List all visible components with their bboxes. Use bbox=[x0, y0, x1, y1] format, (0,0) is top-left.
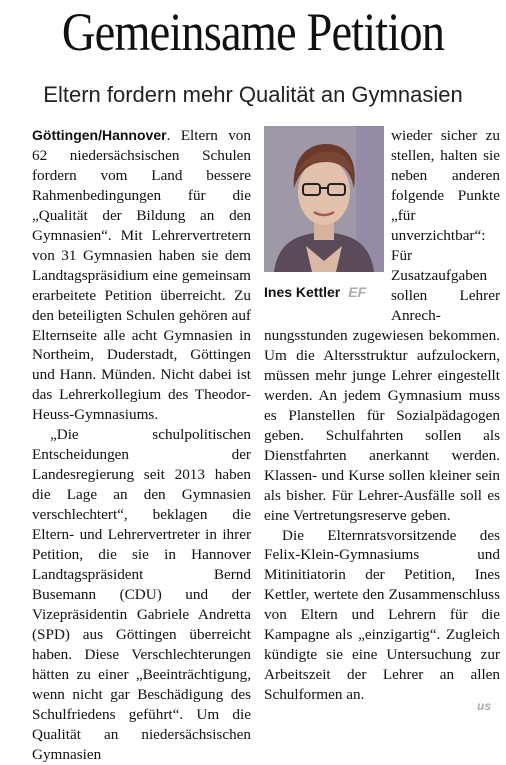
column-right-bottom bbox=[264, 326, 500, 705]
photo-caption bbox=[264, 284, 384, 300]
column-left bbox=[32, 126, 251, 765]
paragraph-4: Die Elternratsvorsitzende des Felix-Klein-Gymnasiums und Mitinitiatorin der Petition, Ines Kettler, wertete den Zusammenschluss von Eltern und Lehrern für die Kampagne als „einzigartig“. Zugleich kündigte sie eine Untersuchung zur Arbeitszeit der Lehrer an allen Schulformen an. bbox=[264, 526, 500, 704]
paragraph-1 bbox=[32, 126, 251, 425]
column-right-top bbox=[391, 126, 500, 326]
paragraph-1-text: . Eltern von 62 niedersächsischen Schulen fordern vom Land bessere Rahmenbedingungen für die „Qualität der Bildung an den Gymnasien“. Mit Lehrervertretern von 31 Gymnasien haben sie dem Landtagspräsidium eine gemeinsam erarbeitete Petition überreicht. Zu den beteiligten Schulen gehören auf Elternseite alle acht Gymnasien in Northeim, Duderstadt, Göttingen und Hann. Münden. Nicht dabei ist das Lehrerkollegium des Theodor-Heuss-Gymnasiums. bbox=[32, 127, 251, 424]
photo-credit: EF bbox=[348, 284, 367, 300]
paragraph-3-start: wieder sicher zu stellen, halten sie neben anderen folgende Punkte „für unverzichtbar“: Für Zusatzaufgaben sollen Lehrer Anrech- bbox=[391, 127, 500, 324]
caption-name: Ines Kettler bbox=[264, 284, 341, 300]
paragraph-2: „Die schulpolitischen Entscheidungen der Landesregierung seit 2013 haben die Lage an den Gymnasien verschlechtert“, beklagen die Eltern- und Lehrervertreter in ihrer Petition, die sie in Hannover Landtagspräsident Bernd Busemann (CDU) und der Vizepräsidentin Gabriele Andretta (SPD) aus Göttingen überreicht haben. Diese Verschlechterungen hätten zu einer „Beeinträchtigung, wenn nicht gar Beschädigung des Schulfriedens geführt“. Um die Qualität an niedersächsischen Gymnasien bbox=[32, 426, 251, 763]
subheadline: Eltern fordern mehr Qualität an Gymnasien bbox=[43, 82, 463, 107]
author-initials: us bbox=[477, 699, 492, 713]
dateline: Göttingen/Hannover bbox=[32, 127, 167, 143]
paragraph-3-continued: nungsstunden zugewiesen bekommen. Um die Altersstruktur aufzulockern, müssen mehr junge Lehrer eingestellt werden. An jedem Gymnasium muss es Planstellen für Sozialpädagogen geben. Schulfahrten sollen als Dienstfahrten anerkannt werden. Klassen- und Kurse sollen kleiner sein als bisher. Für Lehrer-Ausfälle soll es eine Vertretungsreserve geben. bbox=[264, 327, 500, 524]
portrait-image bbox=[264, 126, 384, 272]
portrait-photo bbox=[264, 126, 384, 272]
headline: Gemeinsame Petition bbox=[61, 2, 445, 62]
